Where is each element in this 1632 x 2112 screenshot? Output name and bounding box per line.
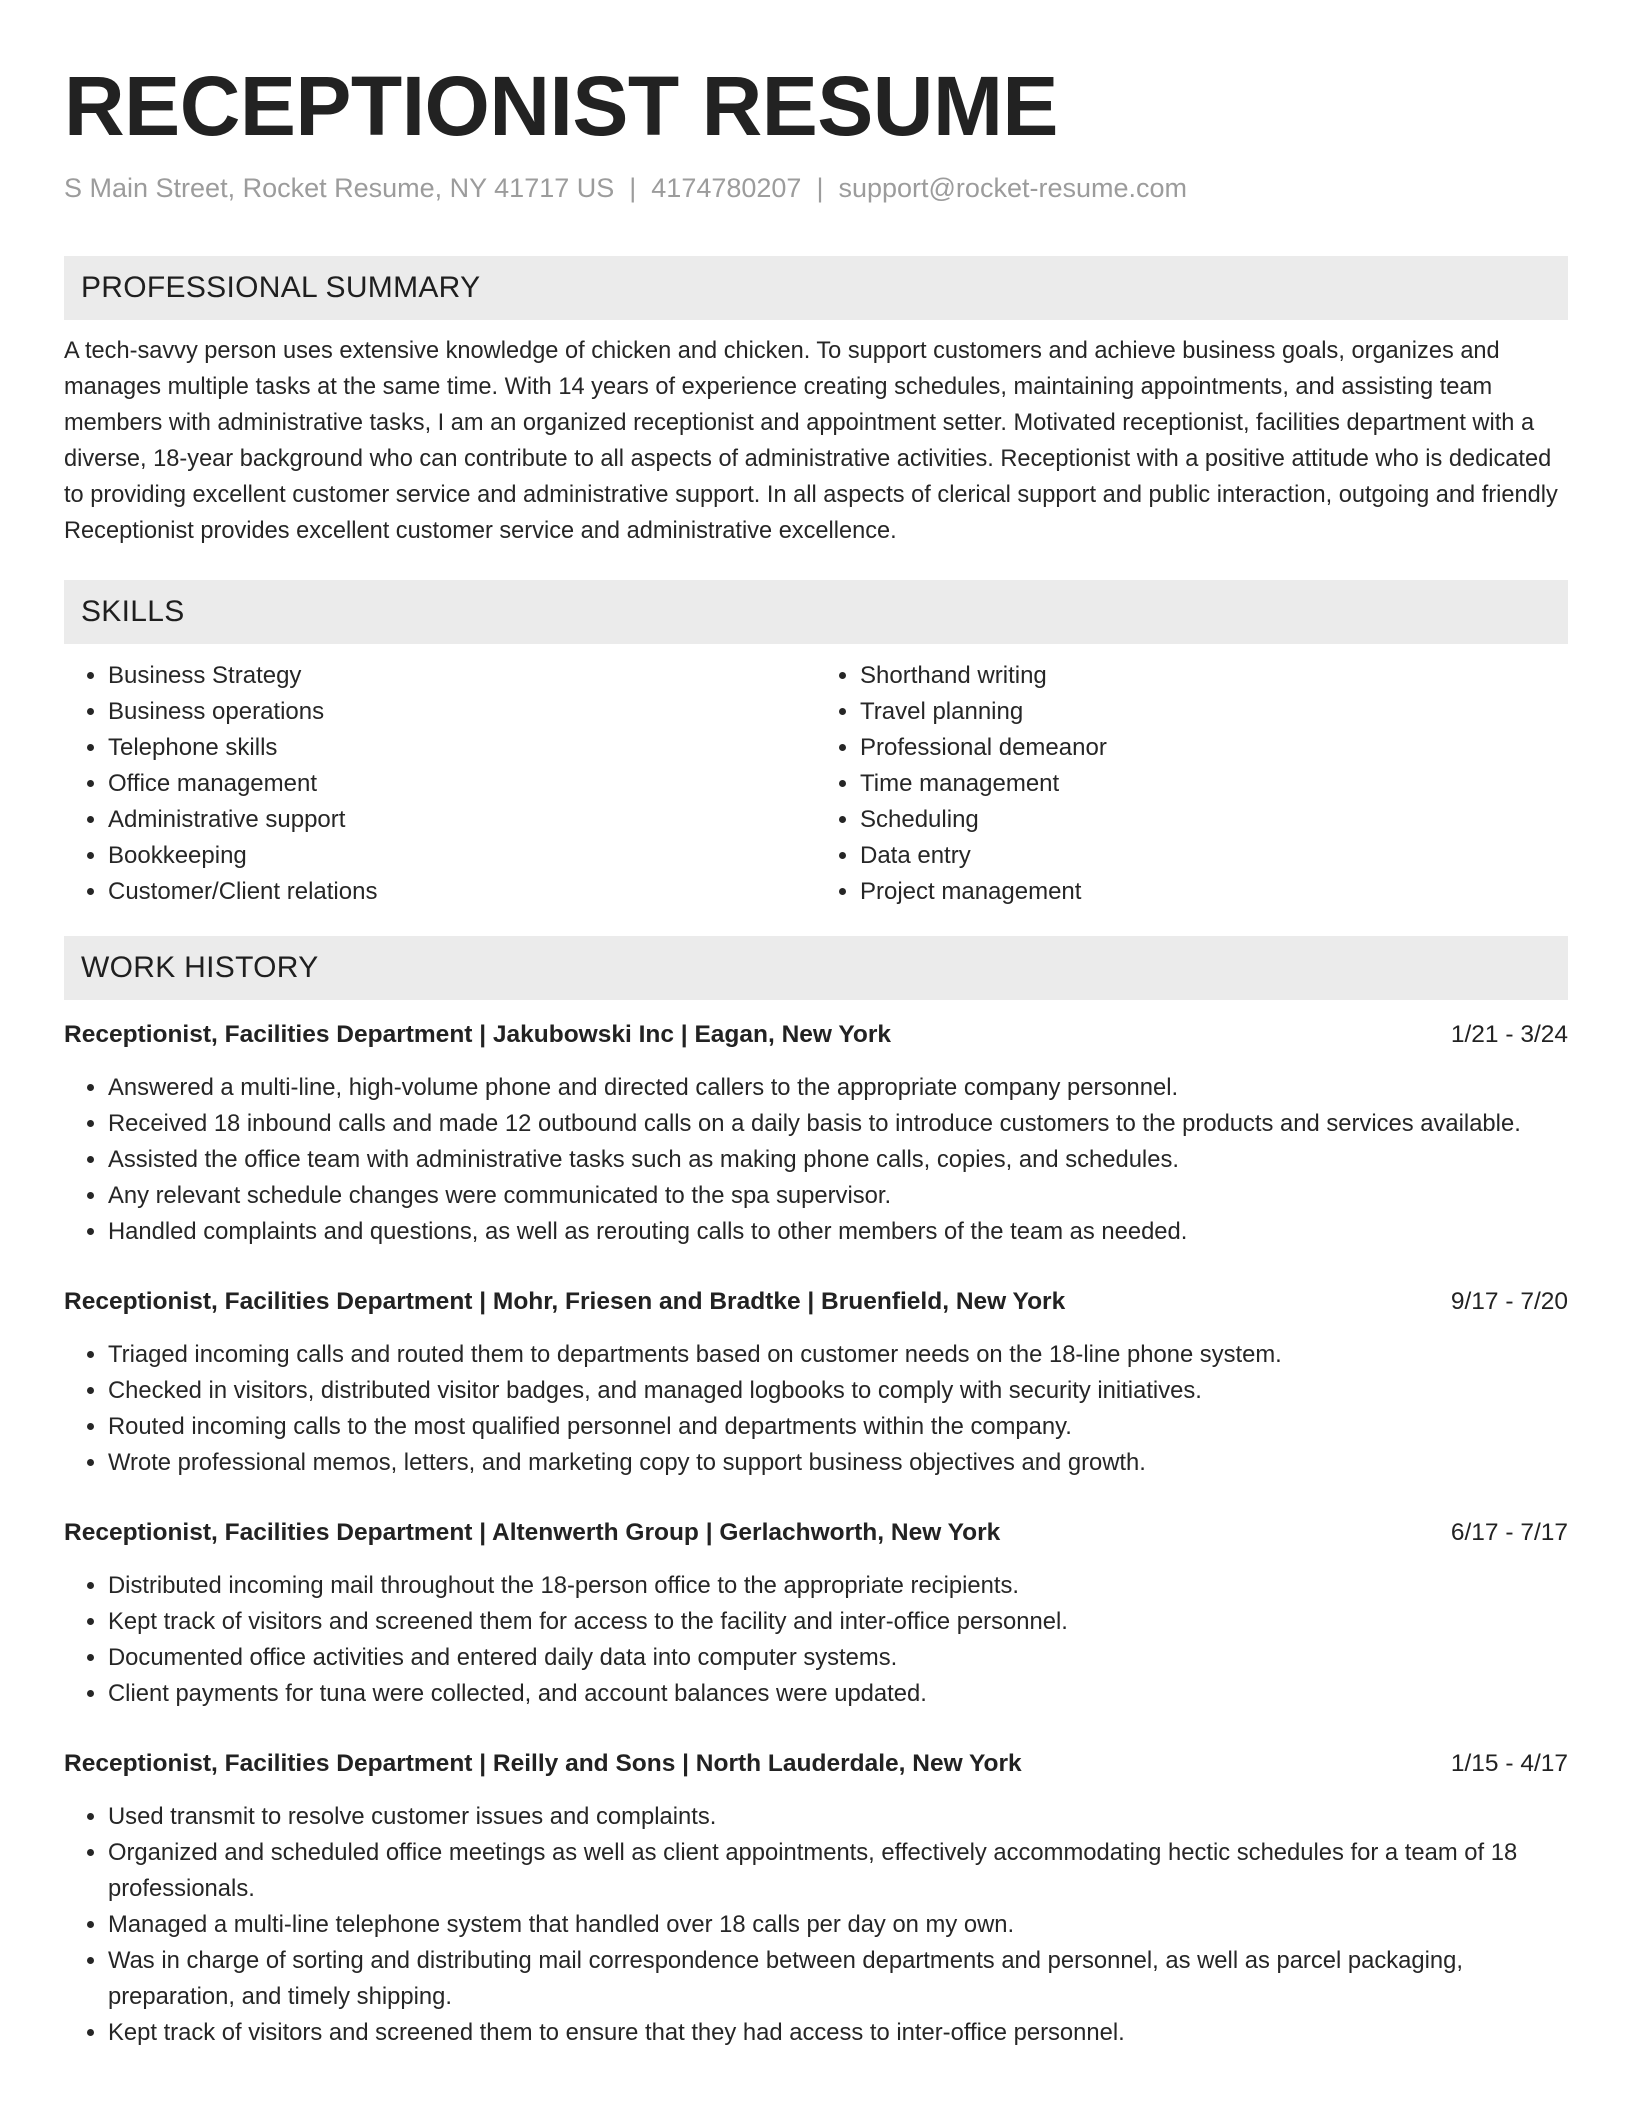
contact-email[interactable]: support@rocket-resume.com <box>838 173 1187 203</box>
professional-summary-text: A tech-savvy person uses extensive knowledge of chicken and chicken. To support customers and achieve business goals, organizes and manages multiple tasks at the same time. With 14 years of experience creating schedules, maintaining appointments, and assisting team members with administrative tasks, I am an organized receptionist and appointment setter. Motivated receptionist, facilities department with a diverse, 18-year background who can contribute to all aspects of administrative activities. Receptionist with a positive attitude who is dedicated to providing excellent customer service and administrative support. In all aspects of clerical support and public interaction, outgoing and friendly Receptionist provides excellent customer service and administrative excellence. <box>64 338 1558 544</box>
job-entry <box>64 1284 1568 1481</box>
work-history-heading: WORK HISTORY <box>64 936 1568 1000</box>
job-bullet: • Wrote professional memos, letters, and marketing copy to support business objectives and growth. <box>108 1445 1568 1481</box>
job-header <box>64 1017 1568 1053</box>
job-bullets <box>64 1568 1568 1712</box>
job-bullet: • Kept track of visitors and screened them for access to the facility and inter-office personnel. <box>108 1604 1568 1640</box>
skill-item: • Administrative support <box>108 802 816 838</box>
job-bullet: • Assisted the office team with administrative tasks such as making phone calls, copies, and schedules. <box>108 1142 1568 1178</box>
job-bullet: • Received 18 inbound calls and made 12 outbound calls on a daily basis to introduce customers to the products and services available. <box>108 1106 1568 1142</box>
skill-item: • Travel planning <box>860 694 1568 730</box>
job-bullet: • Answered a multi-line, high-volume phone and directed callers to the appropriate company personnel. <box>108 1070 1568 1106</box>
job-bullet: • Kept track of visitors and screened them to ensure that they had access to inter-office personnel. <box>108 2015 1568 2051</box>
skill-item: • Bookkeeping <box>108 838 816 874</box>
job-bullets <box>64 1337 1568 1481</box>
job-header <box>64 1515 1568 1551</box>
job-bullets <box>64 1070 1568 1250</box>
job-title: Receptionist, Facilities Department | Mohr, Friesen and Bradtke | Bruenfield, New York <box>64 1288 1066 1315</box>
job-bullet: • Was in charge of sorting and distributing mail correspondence between departments and personnel, as well as parcel packaging, preparation, and timely shipping. <box>108 1943 1568 2015</box>
contact-separator: | <box>816 173 824 203</box>
skills-column-right <box>816 658 1568 910</box>
job-bullet: • Managed a multi-line telephone system that handled over 18 calls per day on my own. <box>108 1907 1568 1943</box>
job-bullet: • Client payments for tuna were collected, and account balances were updated. <box>108 1676 1568 1712</box>
skill-item: • Professional demeanor <box>860 730 1568 766</box>
job-header <box>64 1746 1568 1782</box>
job-bullet: • Any relevant schedule changes were communicated to the spa supervisor. <box>108 1178 1568 1214</box>
job-entry <box>64 1746 1568 2051</box>
skill-item: • Time management <box>860 766 1568 802</box>
skill-item: • Data entry <box>860 838 1568 874</box>
skill-item: • Shorthand writing <box>860 658 1568 694</box>
job-dates: 1/21 - 3/24 <box>1450 1021 1568 1048</box>
contact-separator: | <box>629 173 637 203</box>
resume-page <box>64 0 1568 2051</box>
job-entry <box>64 1017 1568 1250</box>
skill-item: • Customer/Client relations <box>108 874 816 910</box>
job-title: Receptionist, Facilities Department | Reilly and Sons | North Lauderdale, New York <box>64 1750 1022 1777</box>
skill-item: • Office management <box>108 766 816 802</box>
contact-phone: 4174780207 <box>651 173 802 203</box>
job-bullet: • Checked in visitors, distributed visitor badges, and managed logbooks to comply with security initiatives. <box>108 1373 1568 1409</box>
skills-heading: SKILLS <box>64 580 1568 644</box>
job-bullets <box>64 1799 1568 2051</box>
job-bullet: • Routed incoming calls to the most qualified personnel and departments within the company. <box>108 1409 1568 1445</box>
job-title: Receptionist, Facilities Department | Jakubowski Inc | Eagan, New York <box>64 1021 891 1048</box>
job-dates: 1/15 - 4/17 <box>1450 1750 1568 1777</box>
job-bullet: • Triaged incoming calls and routed them to departments based on customer needs on the 18-line phone system. <box>108 1337 1568 1373</box>
contact-address: S Main Street, Rocket Resume, NY 41717 US <box>64 173 615 203</box>
job-bullet: • Distributed incoming mail throughout the 18-person office to the appropriate recipients. <box>108 1568 1568 1604</box>
skill-item: • Telephone skills <box>108 730 816 766</box>
skill-item: • Scheduling <box>860 802 1568 838</box>
skill-item: • Project management <box>860 874 1568 910</box>
skills-list <box>64 658 1568 910</box>
job-dates: 9/17 - 7/20 <box>1450 1288 1568 1315</box>
job-bullet: • Documented office activities and entered daily data into computer systems. <box>108 1640 1568 1676</box>
professional-summary-heading: PROFESSIONAL SUMMARY <box>64 256 1568 320</box>
skills-column-left <box>64 658 816 910</box>
job-title: Receptionist, Facilities Department | Altenwerth Group | Gerlachworth, New York <box>64 1519 1001 1546</box>
contact-line <box>64 168 1568 208</box>
resume-title: RECEPTIONIST RESUME <box>64 59 1058 153</box>
job-bullet: • Organized and scheduled office meetings as well as client appointments, effectively accommodating hectic schedules for a team of 18 professionals. <box>108 1835 1568 1907</box>
job-bullet: • Handled complaints and questions, as well as rerouting calls to other members of the team as needed. <box>108 1214 1568 1250</box>
skill-item: • Business operations <box>108 694 816 730</box>
job-bullet: • Used transmit to resolve customer issues and complaints. <box>108 1799 1568 1835</box>
skill-item: • Business Strategy <box>108 658 816 694</box>
job-header <box>64 1284 1568 1320</box>
job-dates: 6/17 - 7/17 <box>1450 1519 1568 1546</box>
job-entry <box>64 1515 1568 1712</box>
